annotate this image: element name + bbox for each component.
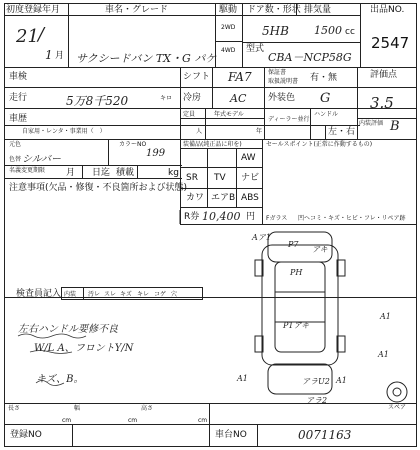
diagram-mark-6: A1: [380, 312, 391, 321]
inspector-option-dirt: 汚レ: [88, 291, 101, 298]
diagram-mark-5: P1アキ: [283, 321, 310, 330]
notes-label: 注意事項(欠品・修復・不良箇所および状態): [9, 183, 188, 193]
aircon-value: AC: [230, 92, 247, 105]
warranty-label: 保証書: [268, 69, 287, 76]
manual-label: 取扱説明書: [268, 78, 299, 85]
inspector-option-rub: スレ: [104, 291, 117, 298]
color-value: G: [320, 91, 331, 106]
length-unit: cm: [62, 417, 72, 424]
score-label: 評価点: [370, 70, 398, 80]
displacement-label: 排気量: [304, 5, 332, 15]
drive-label: 駆動: [219, 5, 238, 15]
aircon-label: 冷房: [183, 93, 202, 103]
inspector-option-hole: 穴: [171, 291, 178, 298]
name-change-label: 名義変更期限: [9, 167, 46, 174]
dealer-label: ディーラー並行: [268, 116, 310, 123]
recycle-value: 10,400: [202, 210, 241, 223]
shift-value: FA7: [228, 70, 252, 84]
equipment-tv: TV: [214, 173, 226, 183]
mileage-label: 走行: [9, 93, 28, 103]
width-unit: cm: [128, 417, 138, 424]
history-options: 自家用・レンタ・事業用（ ）: [22, 128, 106, 135]
diagram-mark-11: アラ2: [306, 396, 328, 405]
reg-month-unit: 月: [55, 51, 65, 61]
displacement-unit: cc: [345, 27, 355, 37]
load-unit: kg: [168, 168, 179, 178]
equipment-title: 装備品(純正品に印を): [183, 141, 242, 148]
name-grade-label: 車名・グレード: [105, 5, 169, 15]
recycle-label: R券: [184, 212, 200, 222]
reg-slash: /: [38, 24, 45, 45]
chassis-no-label: 車台NO: [215, 430, 247, 440]
equipment-aw: AW: [241, 153, 256, 163]
color-change-label: 色替: [9, 156, 22, 163]
diagram-mark-1: Aア1: [252, 233, 271, 242]
history-label: 車歴: [9, 114, 28, 124]
doors-label: ドア数・形状: [247, 5, 301, 15]
mileage-unit: キロ: [160, 95, 173, 102]
recycle-unit: 円: [246, 212, 256, 222]
year-model-label: 年式モデル: [214, 111, 244, 118]
inspector-option-interior: 内装: [64, 291, 77, 298]
glass-label: Fガラス: [266, 215, 288, 222]
car-name: サクシードバン TX・G パケ: [76, 52, 217, 65]
year-model-unit: 年: [256, 128, 263, 135]
diagram-mark-8: A1: [237, 374, 248, 383]
shift-label: シフト: [183, 72, 211, 82]
displacement-value: 1500: [314, 24, 342, 37]
equipment-abs: ABS: [241, 193, 259, 203]
height-unit: cm: [198, 417, 208, 424]
lot-label: 出品NO.: [370, 5, 405, 15]
length-label: 長さ: [8, 405, 21, 412]
equipment-navi: ナビ: [241, 173, 260, 183]
color-no-label: カラーNO: [119, 141, 147, 148]
sales-point-label: セールスポイント(正常に作動するもの): [266, 141, 373, 148]
diagram-mark-2: P7: [288, 240, 299, 249]
equipment-sr: SR: [186, 173, 198, 183]
name-change-month: 月: [66, 168, 76, 178]
inspector-label: 検査員記入: [16, 289, 62, 299]
diagram-mark-3: アキ: [312, 245, 328, 254]
mileage-value: 5万8千520: [66, 94, 129, 108]
reg-year: 21: [16, 26, 39, 47]
steering-value: 左・右: [328, 127, 356, 137]
name-change-day: 日迄: [92, 168, 111, 178]
color-label: 外装色: [268, 93, 296, 103]
diagram-mark-10: アラU2: [302, 377, 330, 386]
inspector-option-burn: コゲ: [154, 291, 167, 298]
lot-number: 2547: [371, 34, 410, 52]
color-no-value: 199: [146, 148, 166, 159]
drive-4wd: 4WD: [221, 47, 236, 54]
equipment-airbag: エアB: [211, 193, 236, 203]
interior-score-value: B: [390, 119, 400, 134]
doors-value: 5HB: [262, 24, 289, 38]
warranty-value: 有・無: [310, 73, 338, 83]
diagram-mark-7: A1: [378, 350, 389, 359]
inspector-note-2: W/L A、フロントY/N: [34, 343, 134, 354]
reg-month: 1: [45, 48, 53, 62]
score-value: 3.5: [370, 94, 394, 112]
height-label: 高さ: [141, 405, 154, 412]
chassis-no-value: 0071163: [298, 428, 352, 442]
inspector-note-1: 左右ハンドル要修不良: [18, 324, 118, 335]
steering-label: ハンドル: [314, 111, 339, 118]
original-color-value: シルバー: [22, 154, 62, 165]
interior-score-label: 内装評価: [359, 120, 384, 127]
capacity-label: 定員: [183, 111, 196, 118]
original-color-label: 元色: [9, 141, 22, 148]
load-label: 積載: [116, 168, 135, 178]
inspection-label: 車検: [9, 72, 28, 82]
inspector-option-scratch: キズ: [120, 291, 132, 298]
drive-2wd: 2WD: [221, 24, 236, 31]
model-label: 型式: [246, 44, 265, 54]
first-reg-label: 初度登録年月: [6, 5, 61, 15]
inspector-option-tear: キレ: [137, 291, 149, 298]
inspector-note-3: キズ、B。: [36, 374, 84, 385]
model-value: CBA－NCP58G: [268, 51, 352, 64]
width-label: 幅: [74, 405, 81, 412]
spare-label: スペア: [388, 404, 407, 411]
diagram-mark-9: A1: [336, 376, 347, 385]
capacity-unit: 人: [196, 128, 203, 135]
condition-codes: 凹ヘコミ・キズ・ヒビ・フレ・リペア跡: [298, 215, 406, 222]
registration-no-label: 登録NO: [10, 430, 42, 440]
diagram-mark-4: PH: [290, 268, 303, 277]
equipment-leather: カワ: [186, 193, 205, 203]
